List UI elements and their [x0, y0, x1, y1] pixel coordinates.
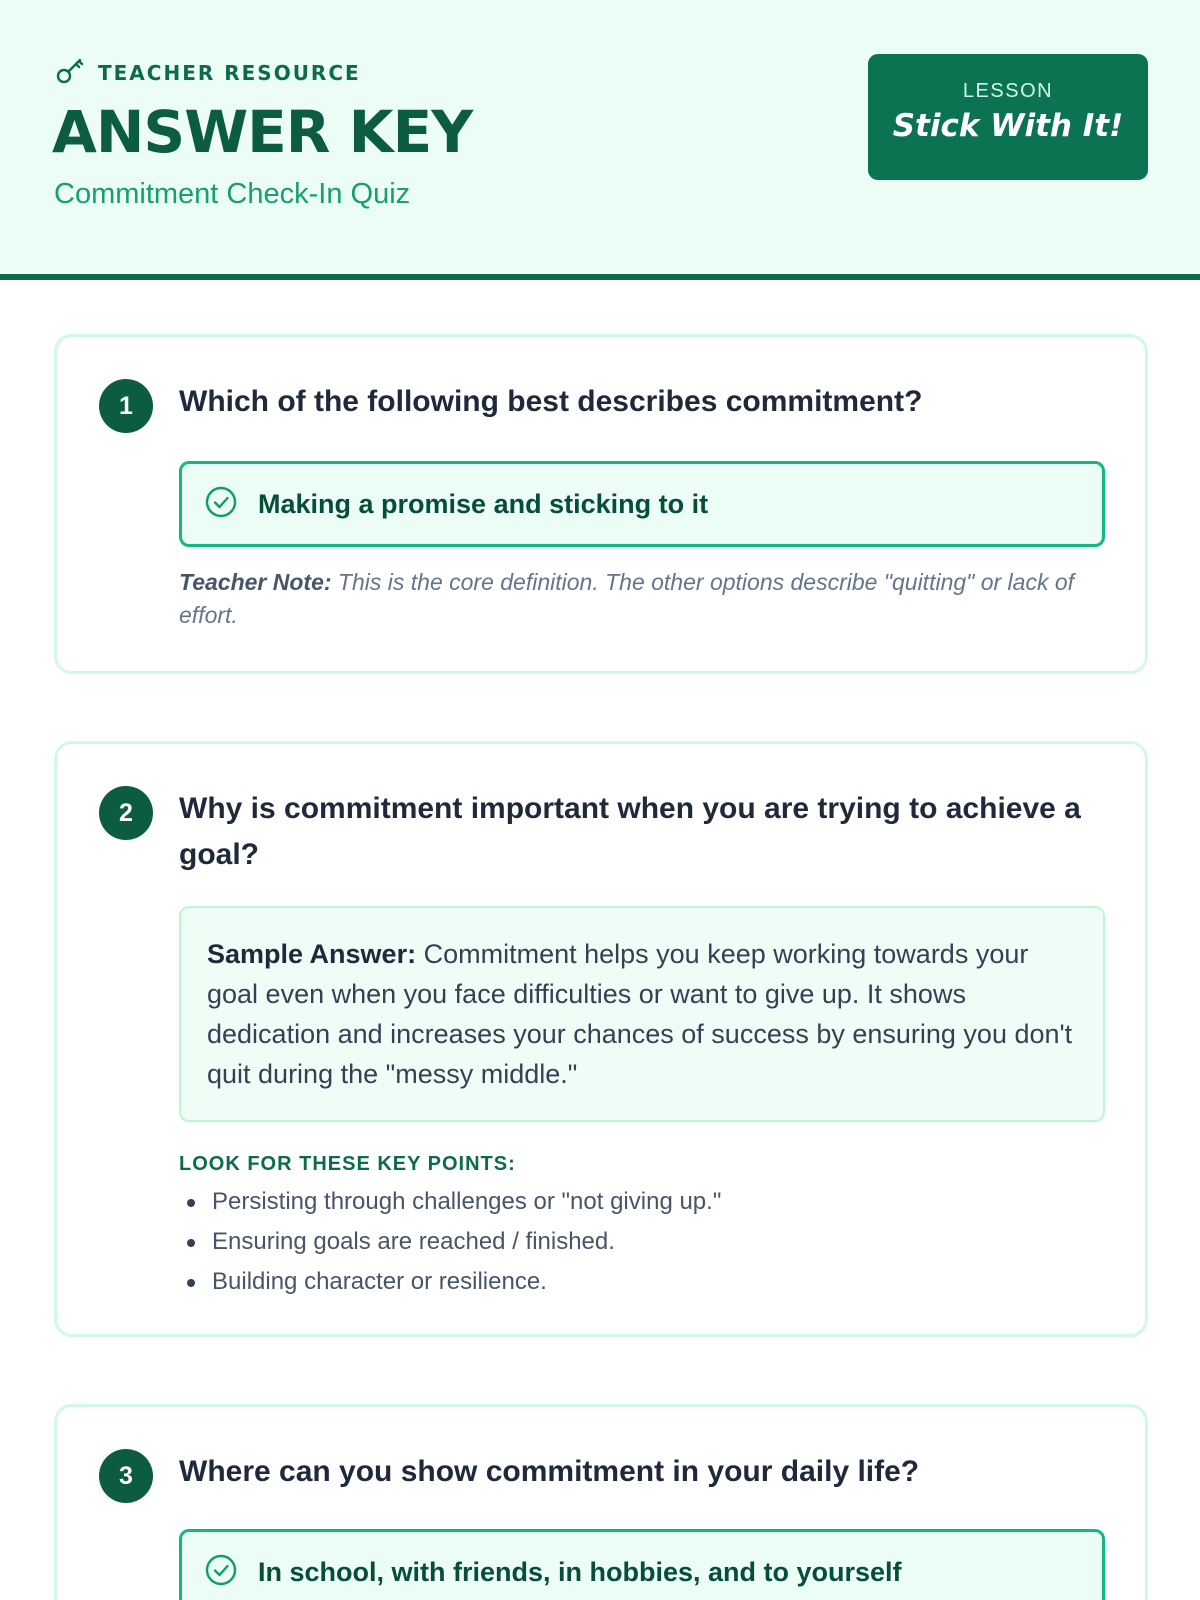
eyebrow [54, 54, 361, 91]
answer-text: Making a promise and sticking to it [258, 488, 709, 519]
correct-answer [179, 1529, 1105, 1600]
check-circle-icon [204, 1553, 238, 1592]
page-subtitle: Commitment Check-In Quiz [54, 178, 411, 210]
correct-answer [179, 461, 1105, 547]
question-card-3 [54, 1404, 1148, 1600]
question-card-1 [54, 334, 1148, 674]
check-circle-icon [204, 485, 238, 524]
question-text: Which of the following best describes commitment? [179, 385, 923, 418]
sample-answer-text: Commitment helps you keep working towards your goal even when you face difficulties or want to give up. It shows dedication and increases your chances of success by ensuring you don't quit during the "messy middle." [207, 939, 1073, 1089]
lesson-label: LESSON [962, 80, 1054, 102]
header [0, 0, 1200, 280]
question-card-2 [54, 741, 1148, 1337]
question-number: 1 [99, 379, 153, 433]
question-number: 3 [99, 1449, 153, 1503]
answer-text: In school, with friends, in hobbies, and to yourself [258, 1556, 902, 1587]
keypoints-label: LOOK FOR THESE KEY POINTS: [179, 1153, 516, 1175]
lesson-badge [868, 54, 1148, 180]
page-title: ANSWER KEY [52, 98, 473, 166]
question-text: Why is commitment important when you are trying to achieve a goal? [179, 792, 1081, 871]
sample-answer-label: Sample Answer: [207, 939, 417, 969]
sample-answer [179, 906, 1105, 1122]
question-number: 2 [99, 786, 153, 840]
question-text: Where can you show commitment in your daily life? [179, 1455, 920, 1488]
list-item: Persisting through challenges or "not giving up." [179, 1182, 1105, 1222]
teacher-note-label: Teacher Note: [179, 569, 332, 595]
teacher-note-text: This is the core definition. The other options describe "quitting" or lack of effort. [179, 569, 1075, 628]
eyebrow-label: TEACHER RESOURCE [98, 60, 361, 85]
key-icon [54, 54, 86, 91]
list-item: Building character or resilience. [179, 1262, 1105, 1302]
lesson-name: Stick With It! [892, 108, 1124, 144]
teacher-note [179, 566, 1085, 632]
list-item: Ensuring goals are reached / finished. [179, 1222, 1105, 1262]
keypoints-list [179, 1182, 1105, 1302]
